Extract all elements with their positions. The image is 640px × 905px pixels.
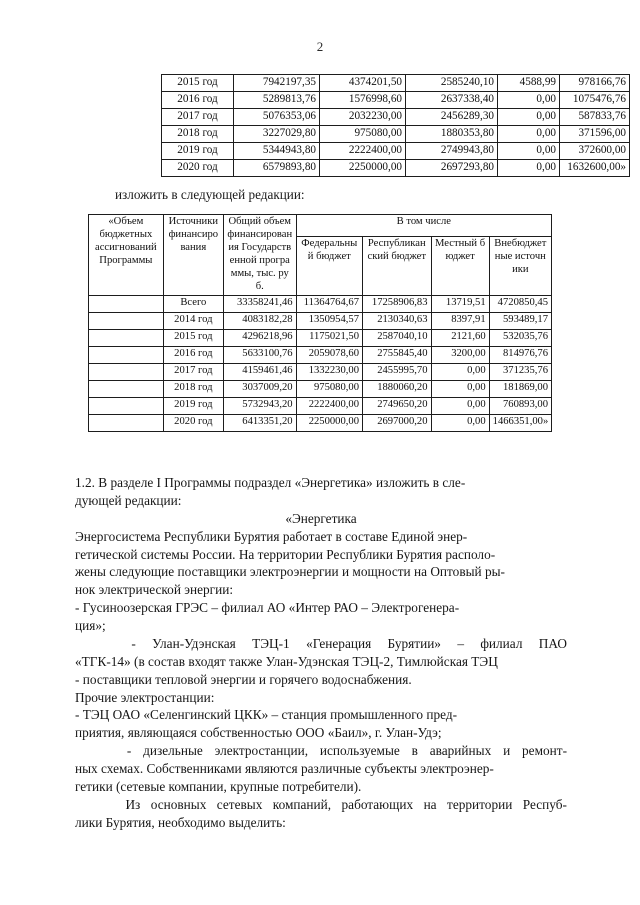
table-row: [89, 363, 552, 380]
table-row: [89, 380, 552, 397]
cell-extrabudget: 181869,00: [489, 380, 551, 397]
cell-local: 0,00: [431, 380, 489, 397]
word: Респуб-: [522, 796, 567, 812]
budget-table-new-edition: [88, 214, 552, 432]
table-row: [162, 126, 630, 143]
word: Бурятии»: [387, 635, 441, 651]
cell-total: 6413351,20: [223, 414, 296, 431]
header-total-funding: Общий объем финансирования Государственной программы, тыс. руб.: [223, 215, 296, 296]
cell-label: 2015 год: [163, 329, 223, 346]
cell-extrabudget: 593489,17: [489, 312, 551, 329]
text-line-justified: [75, 635, 567, 653]
cell-republican: 17258906,83: [363, 295, 432, 312]
cell-year: 2015 год: [162, 75, 234, 92]
cell-republican: 2456289,30: [406, 109, 498, 126]
cell-republican: 2755845,40: [363, 346, 432, 363]
word: основных: [150, 796, 207, 812]
cell-total: 5076353,06: [234, 109, 320, 126]
table-row: [162, 92, 630, 109]
word: сетевых: [216, 796, 263, 812]
cell-year: 2018 год: [162, 126, 234, 143]
cell-label: 2017 год: [163, 363, 223, 380]
cell-federal: 11364764,67: [296, 295, 362, 312]
cell-label: Всего: [163, 295, 223, 312]
text-line: Прочие электростанции:: [75, 689, 215, 705]
table-row: [89, 295, 552, 312]
cell-extrabudget: 4720850,45: [489, 295, 551, 312]
cell-extrabudget: 1632600,00»: [560, 160, 630, 177]
paragraph-prochie: [75, 689, 567, 707]
cell-total: 4083182,28: [223, 312, 296, 329]
cell-total: 6579893,80: [234, 160, 320, 177]
text-line-justified: [75, 796, 567, 814]
word: -: [126, 743, 132, 759]
cell-extrabudget: 532035,76: [489, 329, 551, 346]
text-line: приятия, являющаяся собственностью ООО «Баил», г. Улан-Удэ;: [75, 725, 442, 741]
cell-federal: 1576998,60: [320, 92, 406, 109]
word: «Генерация: [306, 635, 372, 651]
word: Улан-Удэнская: [152, 635, 236, 651]
text-line: - ТЭЦ ОАО «Селенгинский ЦКК» – станция промышленного пред-: [75, 707, 458, 723]
cell-republican: 1880353,80: [406, 126, 498, 143]
budget-table-new-edition-wrap: [88, 214, 552, 432]
word: электростанции,: [214, 743, 309, 759]
cell-extrabudget: 978166,76: [560, 75, 630, 92]
cell-extrabudget: 372600,00: [560, 143, 630, 160]
paragraph-1-2: [75, 474, 567, 510]
word: компаний,: [272, 796, 332, 812]
cell-federal: 2250000,00: [320, 160, 406, 177]
cell-extrabudget: 814976,76: [489, 346, 551, 363]
cell-label: 2019 год: [163, 397, 223, 414]
cell-local: 0,00: [431, 397, 489, 414]
cell-label: 2018 год: [163, 380, 223, 397]
word: работающих: [341, 796, 414, 812]
cell-label: 2014 год: [163, 312, 223, 329]
cell-label: 2020 год: [163, 414, 223, 431]
table-body: [89, 295, 552, 431]
cell-extrabudget: 1466351,00»: [489, 414, 551, 431]
cell-republican: 2697000,20: [363, 414, 432, 431]
word: -: [131, 635, 136, 651]
cell-label: 2016 год: [163, 346, 223, 363]
cell-local: 13719,51: [431, 295, 489, 312]
word: на: [423, 796, 437, 812]
cell-total: 5732943,20: [223, 397, 296, 414]
cell-local: 0,00: [498, 109, 560, 126]
table-body: [162, 75, 630, 177]
cell-republican: 2587040,10: [363, 329, 432, 346]
cell-spacer: [89, 397, 164, 414]
cell-republican: 2585240,10: [406, 75, 498, 92]
cell-federal: 2250000,00: [296, 414, 362, 431]
text-line: - поставщики тепловой энергии и горячего водоснабжения.: [75, 671, 412, 687]
paragraph-ulan-udenskaya: [75, 635, 567, 689]
cell-republican: 2455995,70: [363, 363, 432, 380]
paragraph-gusinoozerskaya: [75, 599, 567, 635]
cell-extrabudget: 371596,00: [560, 126, 630, 143]
cell-total: 5344943,80: [234, 143, 320, 160]
cell-spacer: [89, 312, 164, 329]
cell-total: 4159461,46: [223, 363, 296, 380]
table-row: [162, 75, 630, 92]
cell-local: 3200,00: [431, 346, 489, 363]
cell-total: 4296218,96: [223, 329, 296, 346]
cell-year: 2016 год: [162, 92, 234, 109]
header-local-budget: Местный бюджет: [431, 236, 489, 295]
text-line: ных схемах. Собственниками являются различные субъекты электроэнер-: [75, 761, 494, 776]
budget-table-continuation: [161, 74, 630, 177]
cell-extrabudget: 1075476,76: [560, 92, 630, 109]
table-header: [89, 215, 552, 296]
cell-year: 2019 год: [162, 143, 234, 160]
cell-spacer: [89, 346, 164, 363]
word: ТЭЦ-1: [252, 635, 290, 651]
cell-federal: 975080,00: [296, 380, 362, 397]
cell-spacer: [89, 329, 164, 346]
table-row: [162, 143, 630, 160]
word: в: [411, 743, 418, 759]
cell-local: 0,00: [498, 143, 560, 160]
document-body-text: [75, 474, 567, 832]
word: и: [503, 743, 511, 759]
cell-total: 3037009,20: [223, 380, 296, 397]
cell-total: 5633100,76: [223, 346, 296, 363]
paragraph-energosistema: [75, 528, 567, 600]
word: –: [457, 635, 464, 651]
word: используемые: [319, 743, 400, 759]
header-budget-allocations: «Объем бюджетных ассигнований Программы: [89, 215, 164, 296]
paragraph-setevye-kompanii: [75, 796, 567, 832]
text-line: лики Бурятия, необходимо выделить:: [75, 814, 286, 830]
cell-republican: 2749650,20: [363, 397, 432, 414]
cell-extrabudget: 371235,76: [489, 363, 551, 380]
cell-federal: 2222400,00: [296, 397, 362, 414]
cell-spacer: [89, 414, 164, 431]
text-line: - Гусиноозерская ГРЭС – филиал АО «Интер РАО – Электрогенера-: [75, 600, 460, 616]
cell-local: 0,00: [498, 160, 560, 177]
text-line: «Энергетика: [285, 510, 357, 526]
word: Из: [125, 796, 141, 812]
paragraph-energetika-heading: [75, 510, 567, 528]
text-line: нок электрической энергии:: [75, 582, 234, 598]
cell-local: 8397,91: [431, 312, 489, 329]
header-extrabudget-sources: Внебюджетные источники: [489, 236, 551, 295]
cell-local: 0,00: [431, 363, 489, 380]
cell-total: 7942197,35: [234, 75, 320, 92]
cell-year: 2020 год: [162, 160, 234, 177]
text-line: гетической системы России. На территории Республики Бурятия располо-: [75, 546, 496, 562]
cell-local: 0,00: [498, 92, 560, 109]
cell-extrabudget: 760893,00: [489, 397, 551, 414]
text-line: гетики (сетевые компании, крупные потребители).: [75, 778, 362, 794]
cell-total: 3227029,80: [234, 126, 320, 143]
header-federal-budget: Федеральный бюджет: [296, 236, 362, 295]
text-line: ция»;: [75, 618, 106, 633]
text-line: 1.2. В разделе I Программы подраздел «Энергетика» изложить в сле-: [75, 475, 466, 490]
word: дизельные: [143, 743, 203, 759]
cell-local: 0,00: [498, 126, 560, 143]
text-line: жены следующие поставщики электроэнергии и мощности на Оптовый ры-: [75, 564, 505, 580]
table-header-row-group: [89, 215, 552, 237]
cell-republican: 2697293,80: [406, 160, 498, 177]
cell-federal: 1332230,00: [296, 363, 362, 380]
cell-spacer: [89, 363, 164, 380]
text-line: дующей редакции:: [75, 492, 182, 508]
table-row: [89, 397, 552, 414]
text-line: «ТГК-14» (в состав входят также Улан-Удэнская ТЭЦ-2, Тимлюйская ТЭЦ: [75, 653, 498, 669]
cell-total: 33358241,46: [223, 295, 296, 312]
cell-federal: 1175021,50: [296, 329, 362, 346]
cell-extrabudget: 587833,76: [560, 109, 630, 126]
cell-total: 5289813,76: [234, 92, 320, 109]
cell-local: 2121,60: [431, 329, 489, 346]
table-row: [162, 109, 630, 126]
word: аварийных: [429, 743, 492, 759]
paragraph-tec-selenginsky: [75, 706, 567, 742]
text-line: Энергосистема Республики Бурятия работает в составе Единой энер-: [75, 528, 468, 544]
table-row: [89, 329, 552, 346]
cell-federal: 975080,00: [320, 126, 406, 143]
cell-year: 2017 год: [162, 109, 234, 126]
word: филиал: [480, 635, 523, 651]
cell-republican: 2637338,40: [406, 92, 498, 109]
word: территории: [447, 796, 513, 812]
table-row: [89, 346, 552, 363]
word: ремонт-: [522, 743, 567, 759]
table-row: [162, 160, 630, 177]
cell-federal: 1350954,57: [296, 312, 362, 329]
cell-local: 0,00: [431, 414, 489, 431]
cell-republican: 2130340,63: [363, 312, 432, 329]
header-funding-sources: Источники финансирования: [163, 215, 223, 296]
cell-republican: 2749943,80: [406, 143, 498, 160]
word: ПАО: [538, 635, 567, 651]
paragraph-dizelnye: [75, 742, 567, 796]
header-group-including: В том числе: [296, 215, 551, 237]
cell-federal: 4374201,50: [320, 75, 406, 92]
budget-table-continuation-wrap: [161, 74, 630, 177]
table-row: [89, 312, 552, 329]
page-number: 2: [316, 39, 324, 54]
header-republican-budget: Республиканский бюджет: [363, 236, 432, 295]
cell-federal: 2032230,00: [320, 109, 406, 126]
cell-republican: 1880060,20: [363, 380, 432, 397]
cell-local: 4588,99: [498, 75, 560, 92]
cell-spacer: [89, 380, 164, 397]
cell-federal: 2222400,00: [320, 143, 406, 160]
paragraph-izlozhit: изложить в следующей редакции:: [115, 187, 305, 202]
cell-federal: 2059078,60: [296, 346, 362, 363]
text-line-justified: [75, 742, 567, 760]
table-row: [89, 414, 552, 431]
cell-spacer: [89, 295, 164, 312]
